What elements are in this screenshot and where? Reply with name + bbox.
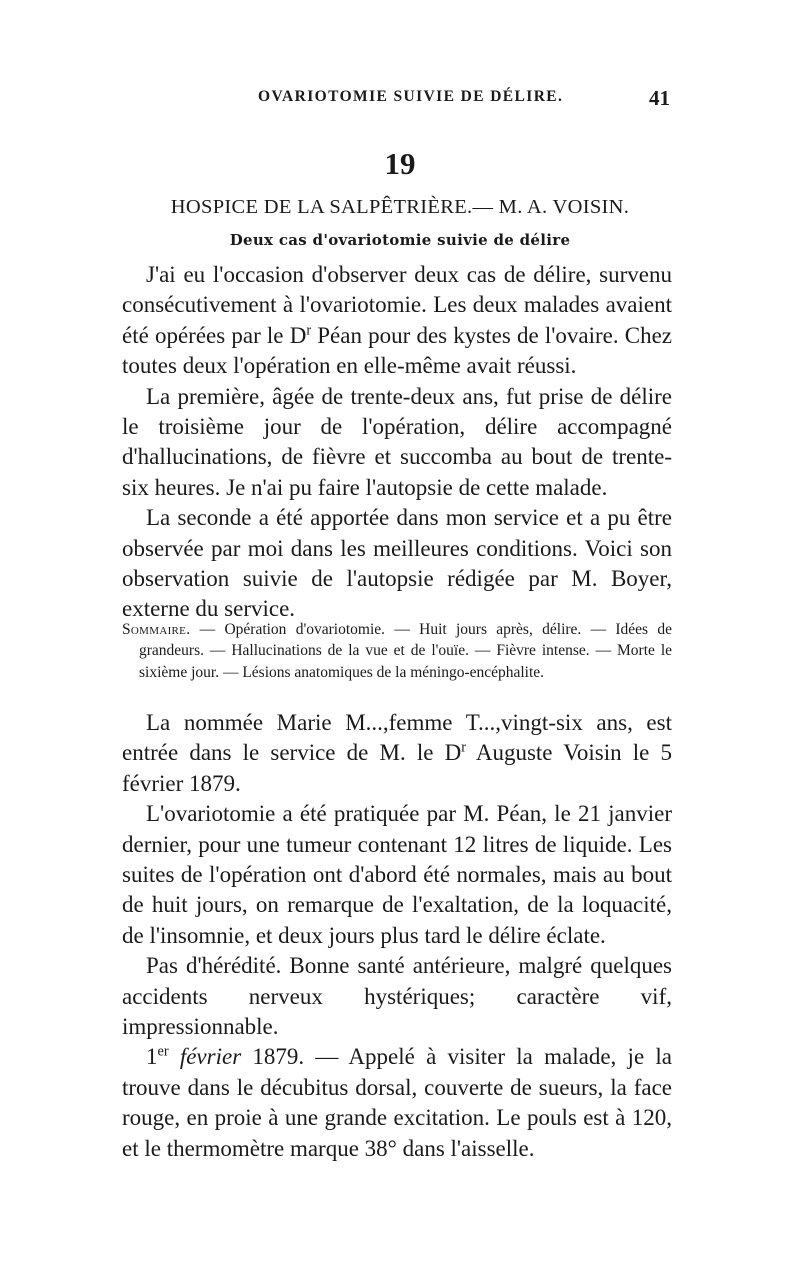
paragraph-2: La première, âgée de trente-deux ans, fut prise de délire le troisième jour de l'opération, délire accompagné d'hallucinations, de fièvre et succomba au bout de trente-six heures. Je n'ai pu faire l'autopsie de cette malade.	[122, 383, 672, 500]
summary-text	[122, 619, 672, 683]
introduction-text	[122, 260, 672, 625]
paragraph-4	[122, 708, 672, 799]
paragraph-3: La seconde a été apportée dans mon service et a pu être observée par moi dans les meilleures conditions. Voici son observation suivie de l'autopsie rédigée par M. Boyer, externe du service.	[122, 505, 672, 622]
summary-label: Sommaire.	[122, 621, 191, 638]
paragraph-4-end: Auguste Voisin le 5 février 1879.	[122, 740, 672, 796]
superscript: r	[461, 739, 466, 756]
paragraph-7-text: 1879. — Appelé à visiter la malade, je la trouve dans le décubitus dorsal, couverte de sueurs, la face rouge, en proie à une grande excitation. Le pouls est à 120, et le thermomètre marque 38° dans l'aisselle.	[122, 1044, 673, 1161]
paragraph-6: Pas d'hérédité. Bonne santé antérieure, malgré quelques accidents nerveux hystériques; caractère vif, impressionnable.	[122, 953, 672, 1040]
paragraph-7-day: 1	[146, 1044, 158, 1070]
paragraph-7	[122, 1042, 672, 1164]
superscript: r	[306, 322, 312, 339]
paragraph-5: L'ovariotomie a été pratiquée par M. Péan, le 21 janvier dernier, pour une tumeur contenant 12 litres de liquide. Les suites de l'opération ont d'abord été normales, mais au bout de huit jours, on remarque de l'exaltation, de la loquacité, de l'insomnie, et deux jours plus tard le délire éclate.	[122, 801, 672, 948]
case-number: 19	[384, 146, 416, 181]
paragraph-4-text: La nommée Marie M...,femme T...,vingt-six ans, est entrée dans le service de M. le D	[122, 710, 672, 766]
summary-block	[122, 619, 672, 683]
paragraph-1	[122, 260, 672, 382]
page-number: 41	[649, 86, 670, 110]
paragraph-7-month: février	[168, 1044, 242, 1070]
superscript: er	[157, 1043, 169, 1060]
case-title: Deux cas d'ovariotomie suivie de délire	[229, 231, 571, 249]
running-head	[130, 88, 670, 118]
institution-heading: HOSPICE DE LA SALPÊTRIÈRE.— M. A. VOISIN.	[170, 196, 630, 218]
observation-text	[122, 708, 672, 1164]
summary-body: — Opération d'ovariotomie. — Huit jours après, délire. — Idées de grandeurs. — Hallucinations de la vue et de l'ouïe. — Fièvre intense. — Morte le sixième jour. — Lésions anatomiques de la méningo-encéphalite.	[139, 621, 672, 681]
paragraph-1-text: J'ai eu l'occasion d'observer deux cas de délire, survenu consécutivement à l'ovariotomie. Les deux malades avaient été opérées par le D	[122, 262, 672, 348]
running-title: OVARIOTOMIE SUIVIE DE DÉLIRE.	[258, 88, 564, 105]
paragraph-1-end: Péan pour des kystes de l'ovaire. Chez toutes deux l'opération en elle-même avait réussi.	[122, 322, 672, 379]
